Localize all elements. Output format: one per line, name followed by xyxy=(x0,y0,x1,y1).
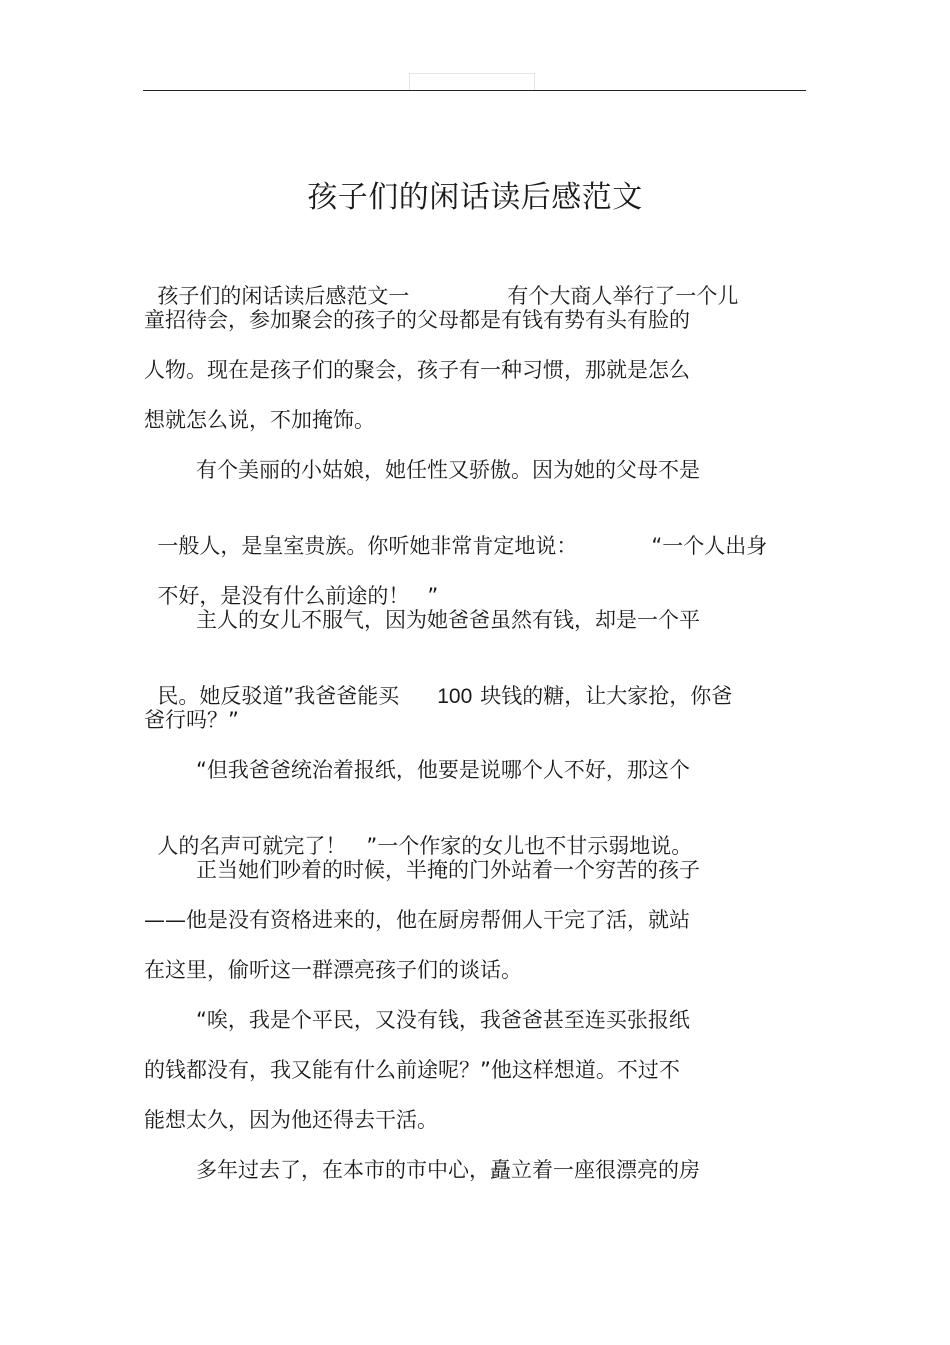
text-line-6 xyxy=(144,507,767,559)
text-line-19 xyxy=(196,1157,700,1183)
line-text: 爸行吗？” xyxy=(144,708,239,732)
text-line-4 xyxy=(144,407,375,433)
line-text: ——他是没有资格进来的，他在厨房帮佣人干完了活，就站 xyxy=(144,908,690,932)
text-line-1 xyxy=(144,257,738,309)
line-text: “一个人出身 xyxy=(651,534,768,558)
line-text: 的钱都没有，我又能有什么前途呢？”他这样想道。不过不 xyxy=(144,1058,680,1082)
line-text: 主人的女儿不服气，因为她爸爸虽然有钱，却是一个平 xyxy=(196,608,700,632)
line-text: 块钱的糖，让大家抢，你爸 xyxy=(480,684,733,708)
line-text: 有个大商人举行了一个儿 xyxy=(507,284,739,308)
text-line-8 xyxy=(196,607,700,633)
text-line-17 xyxy=(144,1057,680,1083)
line-text: 人的名声可就完了！ xyxy=(157,834,347,858)
line-text: ” xyxy=(427,584,439,608)
line-text: “唉，我是个平民，又没有钱，我爸爸甚至连买张报纸 xyxy=(196,1008,690,1032)
line-text: “但我爸爸统治着报纸，他要是说哪个人不好，那这个 xyxy=(196,758,690,782)
text-line-10 xyxy=(144,707,239,733)
text-line-15 xyxy=(144,957,522,983)
line-text: 人物。现在是孩子们的聚会，孩子有一种习惯，那就是怎么 xyxy=(144,358,690,382)
line-number: 100 xyxy=(437,685,473,708)
line-text: ”一个作家的女儿也不甘示弱地说。 xyxy=(366,834,693,858)
text-line-13 xyxy=(196,857,700,883)
text-line-11 xyxy=(196,757,690,783)
line-text: 民。她反驳道”我爸爸能买 xyxy=(157,684,400,708)
line-text: 不好，是没有什么前途的！ xyxy=(157,584,410,608)
text-line-2 xyxy=(144,307,690,333)
text-line-7 xyxy=(144,557,438,609)
line-text: 一般人，是皇室贵族。你听她非常肯定地说： xyxy=(157,534,578,558)
text-line-18 xyxy=(144,1107,438,1133)
text-line-12 xyxy=(144,807,692,859)
text-line-14 xyxy=(144,907,690,933)
header-rule xyxy=(143,90,806,91)
line-text: 童招待会，参加聚会的孩子的父母都是有钱有势有头有脸的 xyxy=(144,308,690,332)
line-text: 想就怎么说，不加掩饰。 xyxy=(144,408,375,432)
document-title: 孩子们的闲话读后感范文 xyxy=(307,180,643,215)
text-line-5 xyxy=(196,457,700,483)
text-line-16 xyxy=(196,1007,690,1033)
line-text: 多年过去了，在本市的市中心，矗立着一座很漂亮的房 xyxy=(196,1158,700,1182)
text-line-3 xyxy=(144,357,690,383)
line-text: 在这里，偷听这一群漂亮孩子们的谈话。 xyxy=(144,958,522,982)
line-text: 有个美丽的小姑娘，她任性又骄傲。因为她的父母不是 xyxy=(196,458,700,482)
header-tab xyxy=(409,73,535,90)
line-text: 孩子们的闲话读后感范文一 xyxy=(157,284,410,308)
line-text: 能想太久，因为他还得去干活。 xyxy=(144,1108,438,1132)
line-text: 正当她们吵着的时候，半掩的门外站着一个穷苦的孩子 xyxy=(196,858,700,882)
text-line-9 xyxy=(144,657,732,710)
